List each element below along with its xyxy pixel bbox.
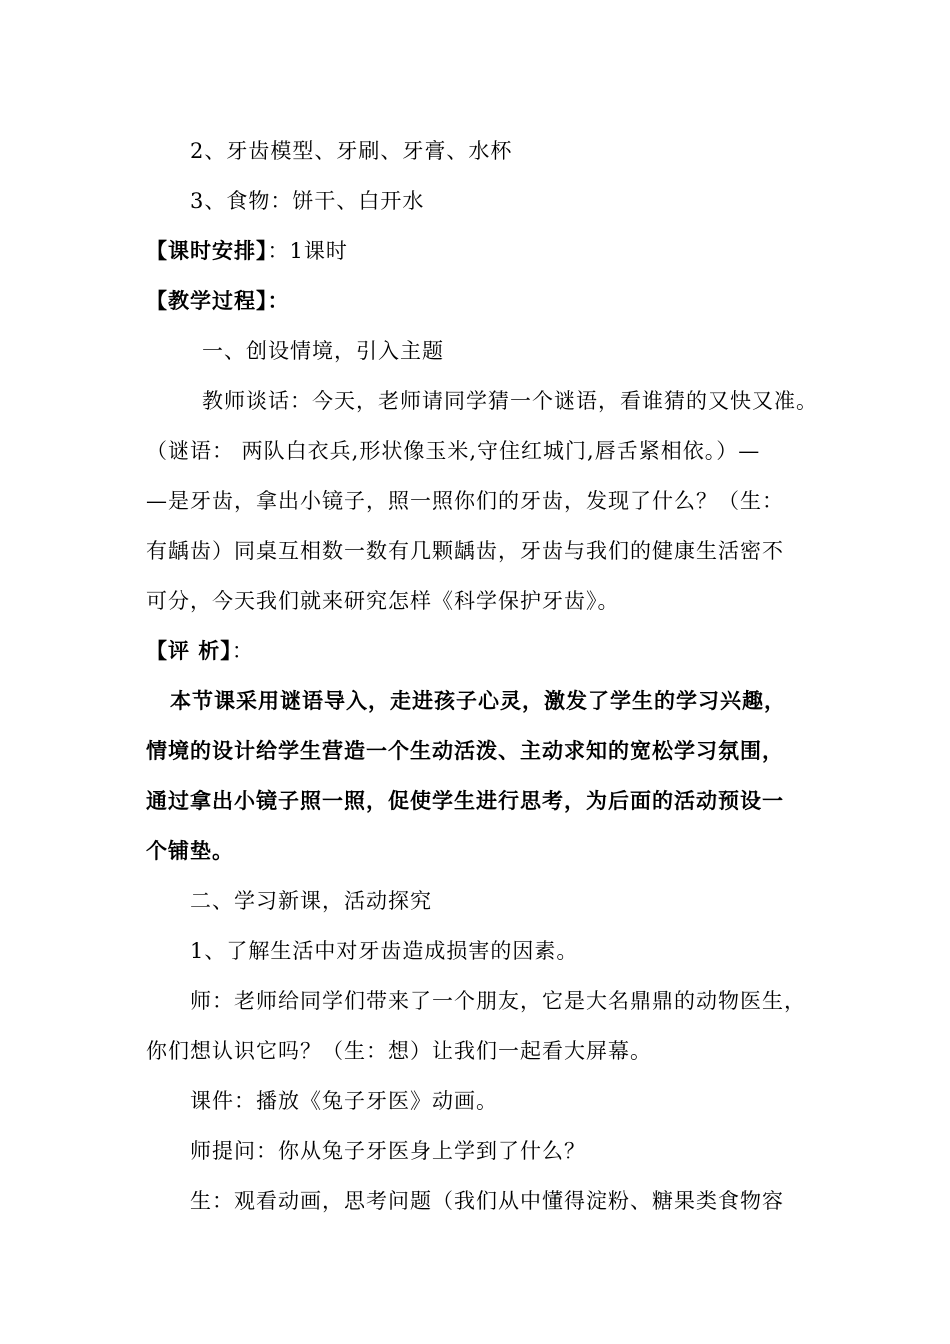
analysis-line-1: 本节课采用谜语导入，走进孩子心灵，激发了学生的学习兴趣， — [170, 688, 786, 713]
analysis-label: 【评 析】 — [146, 638, 232, 663]
analysis-line — [0, 631, 950, 671]
section1-line-2: （谜语： 两队白衣兵,形状像玉米,守住红城门,唇舌紧相依。）— — [146, 439, 761, 463]
analysis-colon: ： — [231, 639, 254, 663]
section1-line-5: 可分，今天我们就来研究怎样《科学保护牙齿》。 — [146, 589, 620, 613]
section1-line-3: —是牙齿，拿出小镜子，照一照你们的牙齿，发现了什么？（生： — [146, 489, 784, 513]
schedule-line — [0, 231, 950, 271]
materials-item-3: 3、食物：饼干、白开水 — [190, 189, 425, 213]
section2-line-3: 课件：播放《兔子牙医》动画。 — [190, 1089, 498, 1113]
process-line — [0, 281, 950, 321]
section2-line-5: 生：观看动画，思考问题（我们从中懂得淀粉、糖果类食物容 — [190, 1189, 784, 1213]
schedule-value: ：1课时 — [267, 239, 348, 263]
schedule-label: 【课时安排】 — [146, 238, 268, 263]
analysis-line-3: 通过拿出小镜子照一照，促使学生进行思考，为后面的活动预设一 — [146, 788, 784, 813]
section2-sub1: 1、了解生活中对牙齿造成损害的因素。 — [190, 939, 579, 963]
analysis-line-2: 情境的设计给学生营造一个生动活泼、主动求知的宽松学习氛围， — [146, 738, 784, 763]
analysis-line-4: 个铺垫。 — [146, 838, 234, 863]
process-label: 【教学过程】 — [146, 288, 268, 313]
section2-line-1: 师：老师给同学们带来了一个朋友，它是大名鼎鼎的动物医生， — [190, 989, 806, 1013]
section1-line-1: 教师谈话：今天，老师请同学猜一个谜语，看谁猜的又快又准。 — [202, 389, 818, 413]
section2-heading: 二、学习新课，活动探究 — [190, 889, 432, 913]
section1-heading: 一、创设情境，引入主题 — [202, 339, 444, 363]
process-colon: ： — [267, 288, 290, 313]
section2-line-4: 师提问：你从兔子牙医身上学到了什么？ — [190, 1139, 586, 1163]
section2-line-2: 你们想认识它吗？（生：想）让我们一起看大屏幕。 — [146, 1039, 652, 1063]
materials-item-2: 2、牙齿模型、牙刷、牙膏、水杯 — [190, 139, 513, 163]
section1-line-4: 有龋齿）同桌互相数一数有几颗龋齿，牙齿与我们的健康生活密不 — [146, 539, 784, 563]
